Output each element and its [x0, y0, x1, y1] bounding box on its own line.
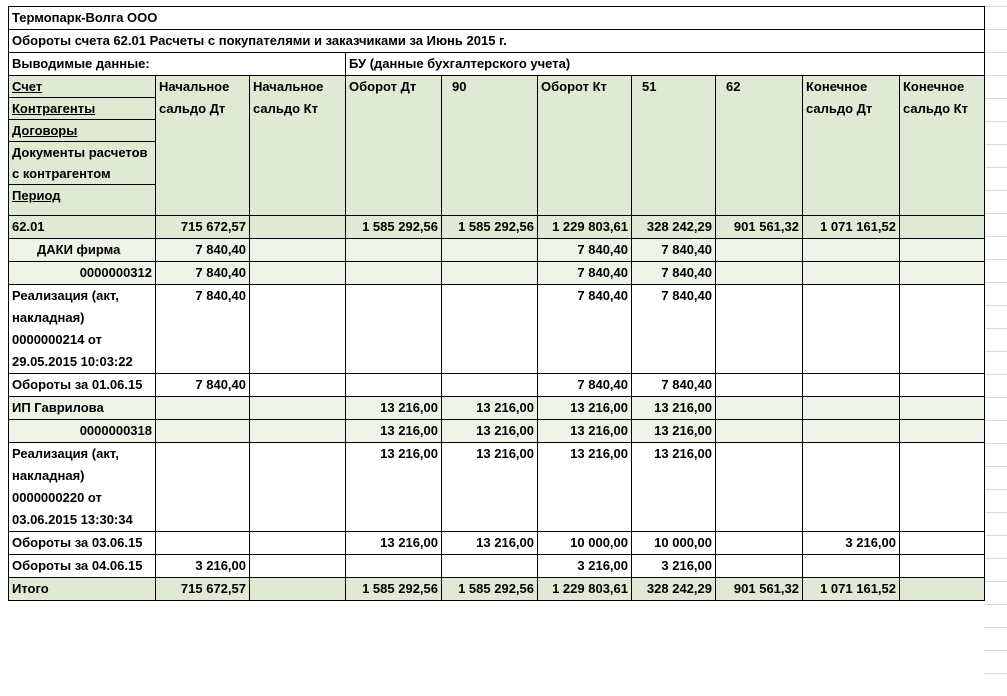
table-row: [9, 262, 985, 285]
cell-c90[interactable]: [442, 285, 538, 374]
cell-turn-dt[interactable]: 13 216,00: [346, 420, 442, 443]
row-label[interactable]: ДАКИ фирма: [9, 239, 156, 262]
cell-turn-dt[interactable]: 1 585 292,56: [346, 216, 442, 239]
header-start-kt[interactable]: Начальное сальдо Кт: [250, 76, 346, 216]
cell-turn-kt[interactable]: 7 840,40: [538, 285, 632, 374]
cell-start-kt[interactable]: [250, 578, 346, 601]
cell-c62[interactable]: [716, 532, 803, 555]
cell-start-dt[interactable]: 715 672,57: [156, 578, 250, 601]
cell-end-kt[interactable]: [900, 285, 985, 374]
cell-end-kt[interactable]: [900, 555, 985, 578]
header-account: Счет: [12, 79, 43, 94]
cell-c90[interactable]: 13 216,00: [442, 420, 538, 443]
cell-end-dt[interactable]: 1 071 161,52: [803, 578, 900, 601]
cell-start-dt[interactable]: [156, 443, 250, 532]
cell-c90[interactable]: 13 216,00: [442, 532, 538, 555]
cell-end-dt[interactable]: 3 216,00: [803, 532, 900, 555]
cell-turn-kt[interactable]: 7 840,40: [538, 374, 632, 397]
cell-end-kt[interactable]: [900, 216, 985, 239]
table-row: [9, 532, 985, 555]
cell-start-dt[interactable]: [156, 420, 250, 443]
cell-c90[interactable]: [442, 555, 538, 578]
table-row: [9, 239, 985, 262]
cell-turn-dt[interactable]: 13 216,00: [346, 397, 442, 420]
cell-end-dt[interactable]: [803, 262, 900, 285]
header-start-dt[interactable]: Начальное сальдо Дт: [156, 76, 250, 216]
header-documents: Документы расчетов с контрагентом: [9, 141, 155, 184]
cell-c62[interactable]: [716, 420, 803, 443]
cell-end-dt[interactable]: [803, 285, 900, 374]
cell-start-kt[interactable]: [250, 443, 346, 532]
header-counterparties: Контрагенты: [9, 97, 155, 119]
cell-end-kt[interactable]: [900, 262, 985, 285]
cell-c51[interactable]: 328 242,29: [632, 578, 716, 601]
cell-c51[interactable]: 7 840,40: [632, 262, 716, 285]
header-turnover-kt[interactable]: Оборот Кт: [538, 76, 632, 216]
cell-end-kt[interactable]: [900, 397, 985, 420]
cell-turn-kt[interactable]: 1 229 803,61: [538, 216, 632, 239]
cell-c51[interactable]: 13 216,00: [632, 443, 716, 532]
cell-c62[interactable]: [716, 262, 803, 285]
row-label[interactable]: ИП Гаврилова: [9, 397, 156, 420]
cell-turn-dt[interactable]: [346, 285, 442, 374]
row-label[interactable]: Реализация (акт, накладная) 0000000214 от 29.05.2015 10:03:22: [9, 285, 156, 374]
cell-c90[interactable]: 13 216,00: [442, 443, 538, 532]
company-name[interactable]: Термопарк-Волга ООО: [9, 7, 985, 30]
cell-c90[interactable]: [442, 262, 538, 285]
shown-data-label[interactable]: Выводимые данные:: [9, 53, 346, 76]
table-row: [9, 285, 985, 374]
cell-c62[interactable]: [716, 397, 803, 420]
cell-c51[interactable]: 7 840,40: [632, 239, 716, 262]
cell-turn-kt[interactable]: 13 216,00: [538, 443, 632, 532]
cell-turn-dt[interactable]: 13 216,00: [346, 443, 442, 532]
row-label[interactable]: Итого: [9, 578, 156, 601]
cell-turn-kt[interactable]: 7 840,40: [538, 239, 632, 262]
cell-start-kt[interactable]: [250, 262, 346, 285]
cell-c62[interactable]: [716, 443, 803, 532]
cell-start-dt[interactable]: 715 672,57: [156, 216, 250, 239]
cell-c51[interactable]: 7 840,40: [632, 285, 716, 374]
row-label[interactable]: Обороты за 03.06.15: [9, 532, 156, 555]
cell-start-dt[interactable]: 7 840,40: [156, 285, 250, 374]
turnover-table: [8, 6, 985, 601]
cell-turn-kt[interactable]: 13 216,00: [538, 420, 632, 443]
cell-start-kt[interactable]: [250, 420, 346, 443]
cell-turn-dt[interactable]: [346, 555, 442, 578]
cell-end-kt[interactable]: [900, 443, 985, 532]
cell-start-kt[interactable]: [250, 374, 346, 397]
table-row: [9, 555, 985, 578]
header-51[interactable]: 51: [632, 76, 716, 216]
cell-start-dt[interactable]: [156, 397, 250, 420]
cell-c51[interactable]: 10 000,00: [632, 532, 716, 555]
row-label[interactable]: 62.01: [9, 216, 156, 239]
cell-start-dt[interactable]: 3 216,00: [156, 555, 250, 578]
cell-end-kt[interactable]: [900, 420, 985, 443]
shown-data-value[interactable]: БУ (данные бухгалтерского учета): [346, 53, 985, 76]
cell-start-kt[interactable]: [250, 397, 346, 420]
cell-start-dt[interactable]: 7 840,40: [156, 239, 250, 262]
table-row: [9, 578, 985, 601]
cell-end-kt[interactable]: [900, 374, 985, 397]
cell-start-dt[interactable]: 7 840,40: [156, 262, 250, 285]
cell-turn-dt[interactable]: [346, 239, 442, 262]
cell-c51[interactable]: 13 216,00: [632, 397, 716, 420]
header-90[interactable]: 90: [442, 76, 538, 216]
header-period: Период: [9, 184, 155, 206]
cell-start-kt[interactable]: [250, 285, 346, 374]
cell-turn-dt[interactable]: 13 216,00: [346, 532, 442, 555]
cell-turn-dt[interactable]: 1 585 292,56: [346, 578, 442, 601]
table-row: [9, 443, 985, 532]
cell-c62[interactable]: [716, 239, 803, 262]
row-label[interactable]: 0000000312: [9, 262, 156, 285]
table-row: [9, 374, 985, 397]
row-label[interactable]: Обороты за 04.06.15: [9, 555, 156, 578]
cell-c51[interactable]: 328 242,29: [632, 216, 716, 239]
cell-c62[interactable]: 901 561,32: [716, 578, 803, 601]
cell-c62[interactable]: 901 561,32: [716, 216, 803, 239]
cell-c62[interactable]: [716, 374, 803, 397]
cell-turn-kt[interactable]: 3 216,00: [538, 555, 632, 578]
cell-turn-dt[interactable]: [346, 374, 442, 397]
table-row: [9, 216, 985, 239]
cell-start-dt[interactable]: 7 840,40: [156, 374, 250, 397]
cell-c90[interactable]: 1 585 292,56: [442, 578, 538, 601]
cell-end-dt[interactable]: [803, 420, 900, 443]
cell-end-kt[interactable]: [900, 239, 985, 262]
cell-start-kt[interactable]: [250, 555, 346, 578]
report-title[interactable]: Обороты счета 62.01 Расчеты с покупателями и заказчиками за Июнь 2015 г.: [9, 30, 985, 53]
cell-end-kt[interactable]: [900, 578, 985, 601]
header-turnover-dt[interactable]: Оборот Дт: [346, 76, 442, 216]
cell-c62[interactable]: [716, 555, 803, 578]
report-sheet: [8, 6, 992, 601]
cell-c51[interactable]: 13 216,00: [632, 420, 716, 443]
cell-start-kt[interactable]: [250, 532, 346, 555]
cell-turn-kt[interactable]: 1 229 803,61: [538, 578, 632, 601]
row-label[interactable]: 0000000318: [9, 420, 156, 443]
cell-turn-kt[interactable]: 7 840,40: [538, 262, 632, 285]
cell-end-dt[interactable]: [803, 555, 900, 578]
cell-end-dt[interactable]: [803, 239, 900, 262]
cell-end-dt[interactable]: [803, 443, 900, 532]
cell-c51[interactable]: 3 216,00: [632, 555, 716, 578]
cell-start-kt[interactable]: [250, 239, 346, 262]
cell-c90[interactable]: [442, 374, 538, 397]
cell-c62[interactable]: [716, 285, 803, 374]
row-label[interactable]: Обороты за 01.06.15: [9, 374, 156, 397]
row-label[interactable]: Реализация (акт, накладная) 0000000220 от 03.06.2015 13:30:34: [9, 443, 156, 532]
header-contracts: Договоры: [9, 119, 155, 141]
cell-c51[interactable]: 7 840,40: [632, 374, 716, 397]
table-row: [9, 397, 985, 420]
cell-end-dt[interactable]: [803, 374, 900, 397]
cell-end-dt[interactable]: [803, 397, 900, 420]
header-end-kt[interactable]: Конечное сальдо Кт: [900, 76, 985, 216]
cell-end-dt[interactable]: 1 071 161,52: [803, 216, 900, 239]
cell-turn-dt[interactable]: [346, 262, 442, 285]
table-row: [9, 420, 985, 443]
hierarchy-header[interactable]: [9, 76, 156, 216]
cell-turn-kt[interactable]: 13 216,00: [538, 397, 632, 420]
header-62[interactable]: 62: [716, 76, 803, 216]
cell-c90[interactable]: [442, 239, 538, 262]
cell-start-kt[interactable]: [250, 216, 346, 239]
cell-end-kt[interactable]: [900, 532, 985, 555]
cell-turn-kt[interactable]: 10 000,00: [538, 532, 632, 555]
header-end-dt[interactable]: Конечное сальдо Дт: [803, 76, 900, 216]
cell-c90[interactable]: 13 216,00: [442, 397, 538, 420]
cell-start-dt[interactable]: [156, 532, 250, 555]
cell-c90[interactable]: 1 585 292,56: [442, 216, 538, 239]
